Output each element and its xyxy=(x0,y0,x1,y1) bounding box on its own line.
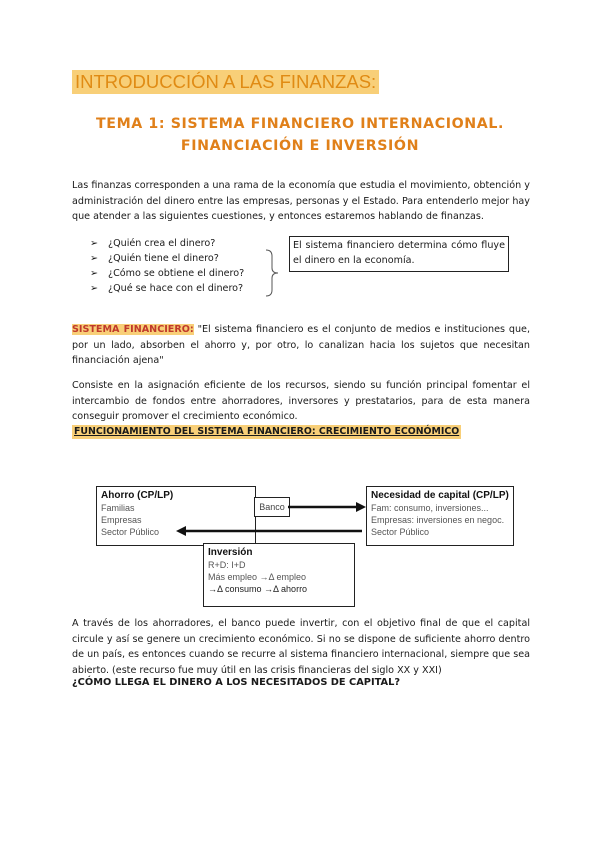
necesidad-box: Necesidad de capital (CP/LP) Fam: consumo, inversiones... Empresas: inversiones en negoc. Sector Público xyxy=(366,486,514,546)
final-question: ¿CÓMO LLEGA EL DINERO A LOS NECESITADOS DE CAPITAL? xyxy=(72,677,401,688)
curly-brace-icon xyxy=(262,248,286,298)
flow-arrows xyxy=(176,502,366,542)
inversion-box: Inversión R+D: I+D Más empleo →Δ empleo →Δ consumo →Δ ahorro xyxy=(203,543,355,607)
section-title: FUNCIONAMIENTO DEL SISTEMA FINANCIERO: CRECIMIENTO ECONÓMICO xyxy=(74,426,460,437)
arrow-bullet-icon: ➢ xyxy=(90,238,99,249)
question-item: ➢ ¿Quién crea el dinero? xyxy=(90,238,216,249)
arrow-bullet-icon: ➢ xyxy=(90,283,99,294)
closing-paragraph: A través de los ahorradores, el banco puede invertir, con el objetivo final de que el capital circule y así se genere un crecimiento económico. Si no se dispone de suficiente ahorro dentro de un país, es entonces cuando se recurre al sistema financiero internacional, siempre que sea abierto. (este recurso fue muy útil en las crisis financieras del siglo XX y XXI) xyxy=(72,618,530,676)
arrow-bullet-icon: ➢ xyxy=(90,253,99,264)
tema-title-line2: FINANCIACIÓN E INVERSIÓN xyxy=(180,138,420,154)
answer-box: El sistema financiero determina cómo fluye el dinero en la economía. xyxy=(289,236,509,272)
right-arrow-icon xyxy=(356,502,366,512)
question-item: ➢ ¿Cómo se obtiene el dinero? xyxy=(90,268,245,279)
definition-text: "El sistema financiero es el conjunto de medios e instituciones que, por un lado, absorben el ahorro y, por otro, lo canalizan hacia los sujetos que necesitan financiación ajena" xyxy=(72,324,530,366)
arrow-bullet-icon: ➢ xyxy=(90,268,99,279)
questions-list xyxy=(90,236,244,296)
tema-title-line1: TEMA 1: SISTEMA FINANCIERO INTERNACIONAL. xyxy=(96,116,504,132)
question-item: ➢ ¿Quién tiene el dinero? xyxy=(90,253,219,264)
assignment-paragraph: Consiste en la asignación eficiente de los recursos, siendo su función principal fomentar el intercambio de fondos entre ahorradores, inversores y prestatarios, para de esta manera conseguir promover el crecimiento económico. xyxy=(72,380,530,422)
definition-label: SISTEMA FINANCIERO xyxy=(72,324,190,335)
intro-paragraph: Las finanzas corresponden a una rama de la economía que estudia el movimiento, obtención y administración del dinero entre las empresas, personas y el Estado. Para entenderlo mejor hay que atender a las siguientes cuestiones, y entonces estaremos hablando de finanzas. xyxy=(72,180,530,222)
left-arrow-icon xyxy=(176,526,186,536)
intro-title: INTRODUCCIÓN A LAS FINANZAS: xyxy=(72,70,379,94)
question-item: ➢ ¿Qué se hace con el dinero? xyxy=(90,283,244,294)
definition-paragraph: SISTEMA FINANCIERO: "El sistema financiero es el conjunto de medios e instituciones que, por un lado, absorben el ahorro y, por otro, lo canalizan hacia los sujetos que necesitan financiación ajena" xyxy=(72,324,530,366)
ahorro-box: Ahorro (CP/LP) Familias Empresas Sector Público xyxy=(96,486,256,546)
banco-box: Banco xyxy=(254,497,290,517)
